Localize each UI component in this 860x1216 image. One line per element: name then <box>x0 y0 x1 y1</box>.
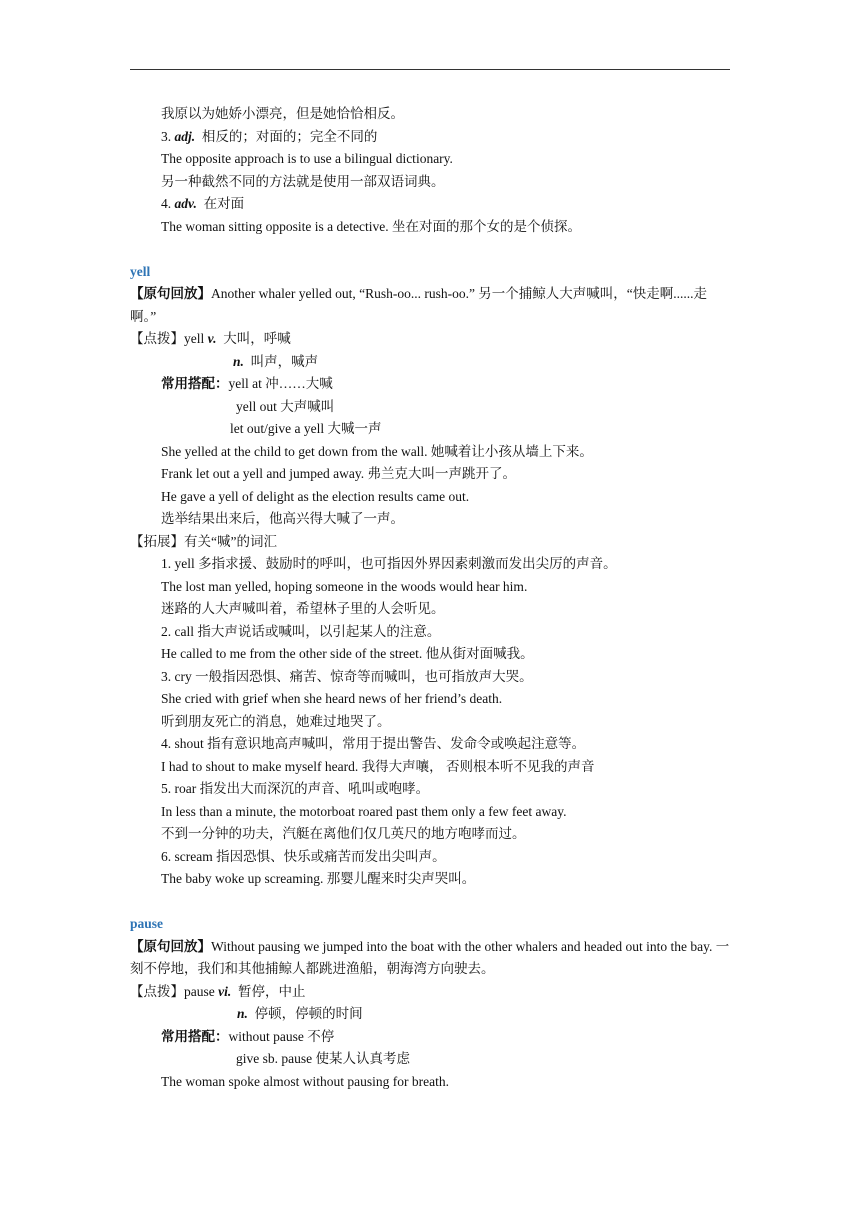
extend-item: 听到朋友死亡的消息，她难过地哭了。 <box>161 713 391 729</box>
extend-item: I had to shout to make myself heard. 我得大声嚷， 否则根本听不见我的声音 <box>161 758 595 774</box>
example-en: She yelled at the child to get down from the wall. 她喊着让小孩从墙上下来。 <box>161 443 593 459</box>
example-zh: 另一种截然不同的方法就是使用一部双语词典。 <box>161 173 445 189</box>
point-line: 【点拨】yell v. 大叫，呼喊 <box>130 331 291 346</box>
example-en: The woman sitting opposite is a detective. 坐在对面的那个女的是个侦探。 <box>161 218 581 234</box>
sense-line: 4. adv. 在对面 <box>161 196 245 211</box>
origin-sentence: 【原句回放】Without pausing we jumped into the boat with the other whalers and headed out into the bay. 一刻不停地，我们和其他捕鲸人都跳进渔船，朝海湾方向驶去。 <box>130 938 730 976</box>
collocation-line: let out/give a yell 大喊一声 <box>230 421 382 436</box>
extend-item: 4. shout 指有意识地高声喊叫，常用于提出警告、发命令或唤起注意等。 <box>161 736 586 751</box>
point-noun-line: n. 停顿，停顿的时间 <box>237 1006 363 1021</box>
origin-sentence: 【原句回放】Another whaler yelled out, “Rush-oo... rush-oo.” 另一个捕鲸人大声喊叫，“快走啊......走啊。” <box>130 286 708 324</box>
headword-yell: yell <box>130 263 151 279</box>
extend-item: 5. roar 指发出大而深沉的声音、吼叫或咆哮。 <box>161 781 430 796</box>
extend-item: He called to me from the other side of the street. 他从街对面喊我。 <box>161 646 534 661</box>
collocation-line: 常用搭配：yell at 冲……大喊 <box>161 376 333 391</box>
point-noun-line: n. 叫声，喊声 <box>233 353 319 369</box>
content-area <box>130 103 733 1093</box>
extend-item: The baby woke up screaming. 那婴儿醒来时尖声哭叫。 <box>161 871 476 886</box>
collocation-line: give sb. pause 使某人认真考虑 <box>236 1051 410 1066</box>
example-en: The opposite approach is to use a bilingual dictionary. <box>161 151 453 166</box>
extend-item: She cried with grief when she heard news of her friend’s death. <box>161 691 503 706</box>
extend-item: 迷路的人大声喊叫着，希望林子里的人会听见。 <box>161 601 445 616</box>
extend-item: The lost man yelled, hoping someone in the woods would hear him. <box>161 578 528 594</box>
extend-item: 3. cry 一般指因恐惧、痛苦、惊奇等而喊叫，也可指放声大哭。 <box>161 668 533 684</box>
sense-line: 3. adj. 相反的；对面的；完全不同的 <box>161 128 378 144</box>
point-line: 【点拨】pause vi. 暂停，中止 <box>130 983 306 999</box>
example-zh: 选举结果出来后，他高兴得大喊了一声。 <box>161 511 404 526</box>
extend-item: In less than a minute, the motorboat roared past them only a few feet away. <box>161 803 567 819</box>
section-gap <box>130 891 733 914</box>
example-en: He gave a yell of delight as the election results came out. <box>161 488 470 504</box>
section-gap <box>130 238 733 261</box>
collocation-line: 常用搭配：without pause 不停 <box>161 1028 335 1044</box>
extend-item: 2. call 指大声说话或喊叫，以引起某人的注意。 <box>161 623 441 639</box>
extend-item: 6. scream 指因恐惧、快乐或痛苦而发出尖叫声。 <box>161 848 446 864</box>
extend-item: 1. yell 多指求援、鼓励时的呼叫，也可指因外界因素刺激而发出尖厉的声音。 <box>161 556 617 571</box>
header-rule <box>130 69 730 70</box>
headword-pause: pause <box>130 916 164 931</box>
example-en: Frank let out a yell and jumped away. 弗兰克大叫一声跳开了。 <box>161 466 516 481</box>
collocation-line: yell out 大声喊叫 <box>236 398 335 414</box>
example-en: The woman spoke almost without pausing for breath. <box>161 1073 449 1089</box>
example-zh: 我原以为她娇小漂亮，但是她恰恰相反。 <box>161 106 404 121</box>
extend-line: 【拓展】有关“喊”的词汇 <box>130 533 277 549</box>
extend-item: 不到一分钟的功夫，汽艇在离他们仅几英尺的地方咆哮而过。 <box>161 826 526 841</box>
